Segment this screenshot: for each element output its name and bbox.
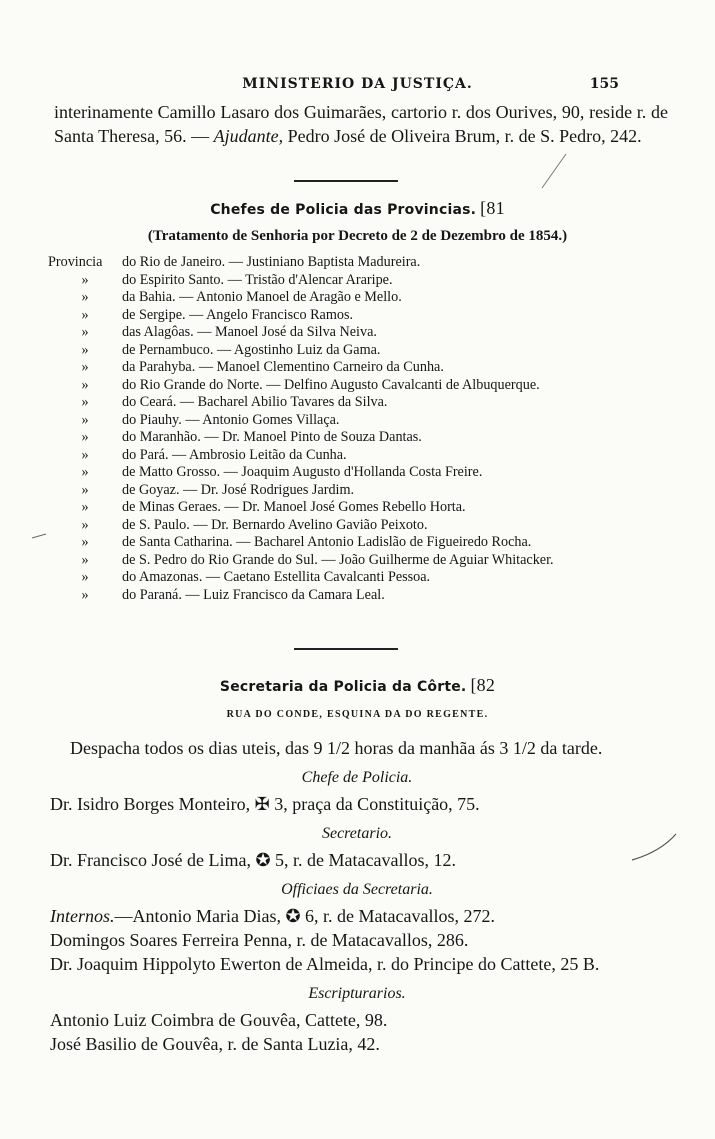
province-entry: do Amazonas. — Caetano Estellita Cavalcanti Pessoa. — [122, 569, 431, 585]
province-entry: do Ceará. — Bacharel Abilio Tavares da Silva. — [122, 394, 388, 410]
province-entry: do Maranhão. — Dr. Manoel Pinto de Souza Dantas. — [122, 429, 422, 445]
province-row — [48, 394, 622, 412]
intro-role: Ajudante, — [213, 126, 284, 146]
province-entry: do Rio de Janeiro. — Justiniano Baptista Madureira. — [122, 254, 421, 270]
pencil-mark — [540, 150, 570, 190]
province-entry: do Rio Grande do Norte. — Delfino Augusto Cavalcanti de Albuquerque. — [122, 376, 540, 393]
province-entry: da Bahia. — Antonio Manoel de Aragão e Mello. — [122, 289, 402, 305]
province-entry: do Pará. — Ambrosio Leitão da Cunha. — [122, 446, 347, 463]
ditto-mark: » — [81, 516, 89, 533]
province-row — [48, 534, 622, 552]
province-entry: das Alagôas. — Manoel José da Silva Neiva. — [122, 324, 377, 340]
province-row — [48, 359, 622, 377]
ditto-mark: » — [81, 394, 89, 410]
chefe-heading: Chefe de Policia. — [301, 769, 413, 786]
province-entry: do Espirito Santo. — Tristão d'Alencar Araripe. — [122, 271, 393, 288]
province-label: Provincia — [48, 254, 103, 270]
chefes-section-title — [0, 198, 715, 219]
secretaria-section-number: [82 — [470, 675, 496, 695]
ditto-mark: » — [81, 481, 89, 498]
province-entry: de S. Pedro do Rio Grande do Sul. — João Guilherme de Aguiar Whitacker. — [122, 551, 554, 568]
province-entry: de Goyaz. — Dr. José Rodrigues Jardim. — [122, 481, 355, 498]
province-row — [48, 429, 622, 447]
province-entry: de S. Paulo. — Dr. Bernardo Avelino Gavião Peixoto. — [122, 516, 428, 533]
chefes-treatment-note: (Tratamento de Senhoria por Decreto de 2 de Dezembro de 1854.) — [147, 228, 568, 244]
province-row — [48, 552, 622, 570]
ditto-mark: » — [81, 499, 89, 515]
ditto-mark: » — [81, 376, 89, 393]
chefes-title-text: Chefes de Policia das Provincias. — [210, 202, 477, 218]
running-title: MINISTERIO DA JUSTIÇA. — [242, 76, 473, 92]
secretario-entry: Dr. Francisco José de Lima, ✪ 5, r. de Matacavallos, 12. — [50, 850, 456, 870]
officiaes-entry-2: Domingos Soares Ferreira Penna, r. de Matacavallos, 286. — [50, 930, 469, 950]
province-row — [48, 569, 622, 587]
province-row — [48, 254, 622, 272]
secretaria-address: RUA DO CONDE, ESQUINA DA DO REGENTE. — [226, 709, 489, 720]
page-number: 155 — [589, 76, 619, 92]
province-row — [48, 377, 622, 395]
ditto-mark: » — [81, 551, 89, 568]
intro-text-2: Pedro José de Oliveira Brum, r. de S. Pedro, 242. — [283, 126, 642, 146]
province-row — [48, 324, 622, 342]
province-row — [48, 307, 622, 325]
ditto-mark: » — [81, 534, 89, 550]
province-row — [48, 272, 622, 290]
ditto-mark: » — [81, 464, 89, 480]
province-row — [48, 342, 622, 360]
intro-paragraph — [54, 100, 668, 148]
ditto-mark: » — [81, 429, 89, 445]
escripturarios-entry-2: José Basilio de Gouvêa, r. de Santa Luzia, 42. — [50, 1034, 380, 1054]
ditto-mark: » — [81, 306, 89, 323]
escripturarios-heading: Escripturarios. — [308, 985, 406, 1002]
pencil-mark — [30, 530, 50, 542]
province-row — [48, 517, 622, 535]
province-entry: do Paraná. — Luiz Francisco da Camara Leal. — [122, 586, 385, 603]
section-divider — [294, 648, 398, 650]
province-entry: da Parahyba. — Manoel Clementino Carneiro da Cunha. — [122, 359, 444, 375]
ditto-mark: » — [81, 289, 89, 305]
officiaes-entry-1-text: —Antonio Maria Dias, ✪ 6, r. de Matacavallos, 272. — [114, 906, 496, 926]
ditto-mark: » — [81, 411, 89, 428]
officiaes-entry-1 — [50, 904, 664, 928]
section-divider — [294, 180, 398, 182]
ditto-mark: » — [81, 569, 89, 585]
province-entry: de Pernambuco. — Agostinho Luiz da Gama. — [122, 341, 381, 358]
province-row — [48, 482, 622, 500]
ditto-mark: » — [81, 341, 89, 358]
internos-label: Internos. — [50, 906, 115, 926]
intro-text-1: interinamente Camillo Lasaro dos Guimarães, cartorio r. dos Ourives, 90, reside r. de Santa Theresa, 56. — — [54, 102, 668, 146]
chefes-section-number: [81 — [480, 198, 505, 218]
province-entry: de Santa Catharina. — Bacharel Antonio Ladislão de Figueiredo Rocha. — [122, 534, 532, 550]
secretaria-body — [50, 736, 664, 1056]
office-hours: Despacha todos os dias uteis, das 9 1/2 horas da manhãa ás 3 1/2 da tarde. — [70, 738, 603, 758]
chefe-entry: Dr. Isidro Borges Monteiro, ✠ 3, praça da Constituição, 75. — [50, 794, 480, 814]
province-row — [48, 289, 622, 307]
province-row — [48, 499, 622, 517]
secretario-heading: Secretario. — [321, 825, 393, 842]
ditto-mark: » — [81, 446, 89, 463]
province-chiefs-list — [48, 254, 622, 604]
officiaes-entry-3: Dr. Joaquim Hippolyto Ewerton de Almeida, r. do Principe do Cattete, 25 B. — [50, 954, 600, 974]
province-row — [48, 464, 622, 482]
ditto-mark: » — [81, 359, 89, 375]
officiaes-heading: Officiaes da Secretaria. — [281, 881, 433, 898]
ditto-mark: » — [81, 324, 89, 340]
province-entry: de Matto Grosso. — Joaquim Augusto d'Hollanda Costa Freire. — [122, 464, 483, 480]
ditto-mark: » — [81, 271, 89, 288]
secretaria-section-title — [0, 675, 715, 696]
secretaria-title-text: Secretaria da Policia da Côrte. — [219, 679, 467, 695]
province-entry: de Minas Geraes. — Dr. Manoel José Gomes Rebello Horta. — [122, 499, 466, 515]
escripturarios-entry-1: Antonio Luiz Coimbra de Gouvêa, Cattete, 98. — [50, 1010, 388, 1030]
province-row — [48, 412, 622, 430]
province-row — [48, 587, 622, 605]
province-entry: do Piauhy. — Antonio Gomes Villaça. — [122, 411, 340, 428]
page-header — [0, 76, 715, 98]
ditto-mark: » — [81, 586, 89, 603]
province-row — [48, 447, 622, 465]
province-entry: de Sergipe. — Angelo Francisco Ramos. — [122, 306, 354, 323]
